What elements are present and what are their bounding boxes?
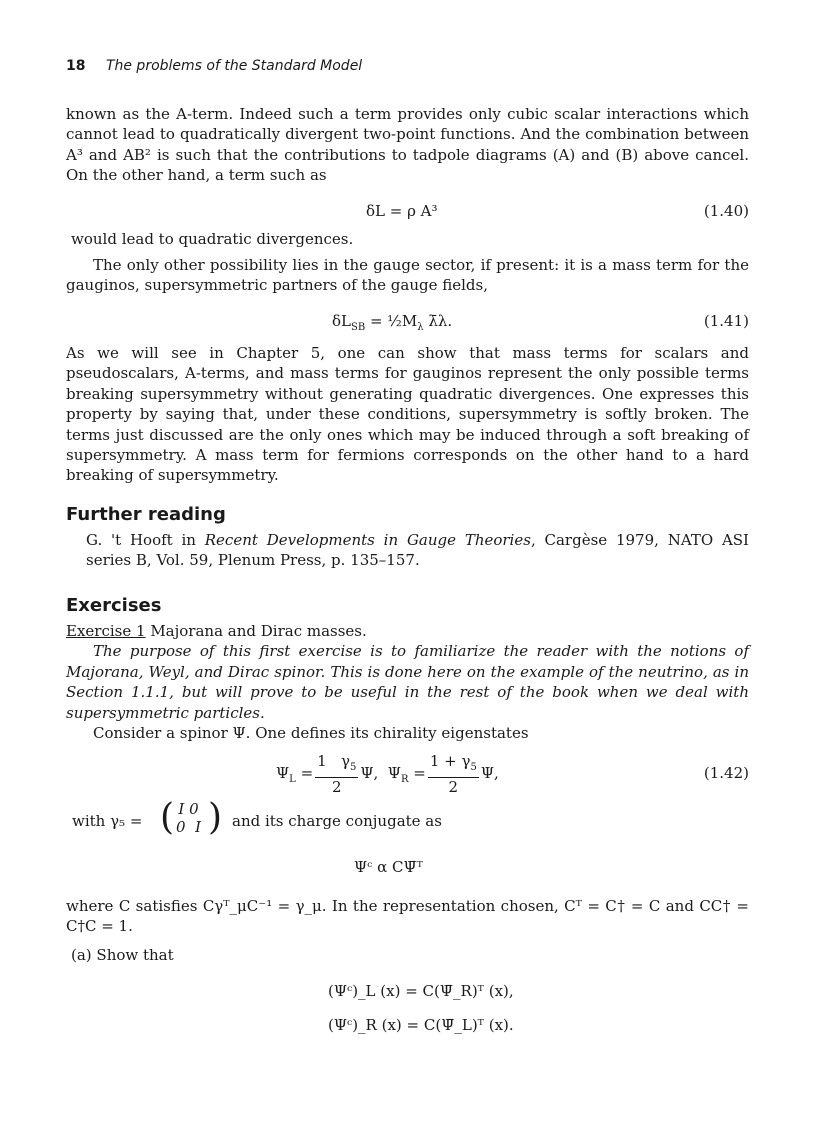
section-heading-exercises: Exercises xyxy=(66,595,162,616)
equation-expr xyxy=(332,312,452,333)
chirality-expression: $\Psi_L$ = $\frac{1 \gamma_5}{2}$ Ψ, $\Psi_R$ = $\frac{1 + \gamma_5}{2}$ Ψ, xyxy=(276,752,499,796)
exercise-label: Exercise 1 xyxy=(66,622,146,640)
charge-conj-text: and its charge conjugate as xyxy=(232,812,442,830)
exercise-title: Majorana and Dirac masses. xyxy=(145,622,367,640)
charge-conjugate-expression: Ψᶜ α CΨ̄ᵀ xyxy=(354,858,423,876)
reference-thooft xyxy=(86,530,749,571)
equation-expr: δL = ρ A³ xyxy=(366,202,438,220)
equation-1-40 xyxy=(66,196,749,230)
chapter-title: The problems of the Standard Model xyxy=(105,58,363,74)
gamma5-line xyxy=(66,797,749,840)
matrix-right-paren: ) xyxy=(208,797,223,838)
matrix-left-paren: ( xyxy=(160,797,175,838)
eq-sub: SB xyxy=(351,322,366,333)
eq-lhs: δL xyxy=(332,312,351,330)
eq-tail: λ̄λ. xyxy=(423,312,453,330)
ref-title: Recent Developments in Gauge Theories xyxy=(204,531,531,549)
paragraph-a-term: known as the A-term. Indeed such a term provides only cubic scalar interactions which cannot lead to quadratically divergent two-point functions. And the combination between A³ and AB² is such that the contributions to tadpole diagrams (A) and (B) above cancel. On the other hand, a term such as xyxy=(66,105,749,185)
paragraph-soft-breaking: As we will see in Chapter 5, one can show that mass terms for scalars and pseudoscalars, A-terms, and mass terms for gauginos represent the only possible terms breaking supersymmetry without generating quadratic divergences. One expresses this property by saying that, under these conditions, supersymmetry is softly broken. The terms just discussed are the only ones which may be induced through a soft breaking of supersymmetry. A mass term for fermions corresponds on the other hand to a hard breaking of supersymmetry. xyxy=(66,344,749,485)
with-gamma: with γ₅ = xyxy=(72,812,143,830)
eq-lambda-sub: λ xyxy=(417,322,424,333)
equation-number: (1.41) xyxy=(703,312,749,330)
exercise-purpose: The purpose of this first exercise is to familiarize the reader with the notions of Majorana, Weyl, and Dirac spinor. This is done here on the example of the neutrino, as in Section 1.1.1, but will prove to be useful in the rest of the book when we deal with supersymmetric particles. xyxy=(66,642,749,722)
equation-number: (1.40) xyxy=(703,202,749,220)
paragraph-where-c: where C satisfies Cγᵀ_μC⁻¹ = γ_μ. In the representation chosen, Cᵀ = C† = C and CC† = C†C = 1. xyxy=(66,897,749,936)
ref-author: G. 't Hooft in xyxy=(86,531,205,549)
exercise-consider: Consider a spinor Ψ. One defines its chirality eigenstates xyxy=(93,724,529,743)
paragraph-gauge-sector: The only other possibility lies in the gauge sector, if present: it is a mass term for the gauginos, supersymmetric partners of the gauge fields, xyxy=(66,256,749,295)
exercise-1-title xyxy=(66,621,749,641)
paragraph-quadratic: would lead to quadratic divergences. xyxy=(71,230,354,248)
ref-rest: , Cargèse 1979, NATO ASI series B, Vol. 59, Plenum Press, p. 135–157. xyxy=(86,531,749,570)
gamma5-matrix: I 0 0 I xyxy=(176,800,202,836)
part-a: (a) Show that xyxy=(71,946,174,964)
equation-number: (1.42) xyxy=(703,764,749,782)
page-number: 18 xyxy=(66,58,86,74)
eq-rhs: = ½M xyxy=(365,312,418,330)
equation-1-42 xyxy=(66,752,749,796)
running-head xyxy=(66,58,362,74)
equation-1-41 xyxy=(66,306,749,340)
section-heading-further-reading: Further reading xyxy=(66,504,226,525)
equation-part-a-1: (Ψᶜ)_L (x) = C(Ψ̄_R)ᵀ (x), xyxy=(328,982,514,1000)
equation-part-a-2: (Ψᶜ)_R (x) = C(Ψ̄_L)ᵀ (x). xyxy=(328,1016,514,1034)
